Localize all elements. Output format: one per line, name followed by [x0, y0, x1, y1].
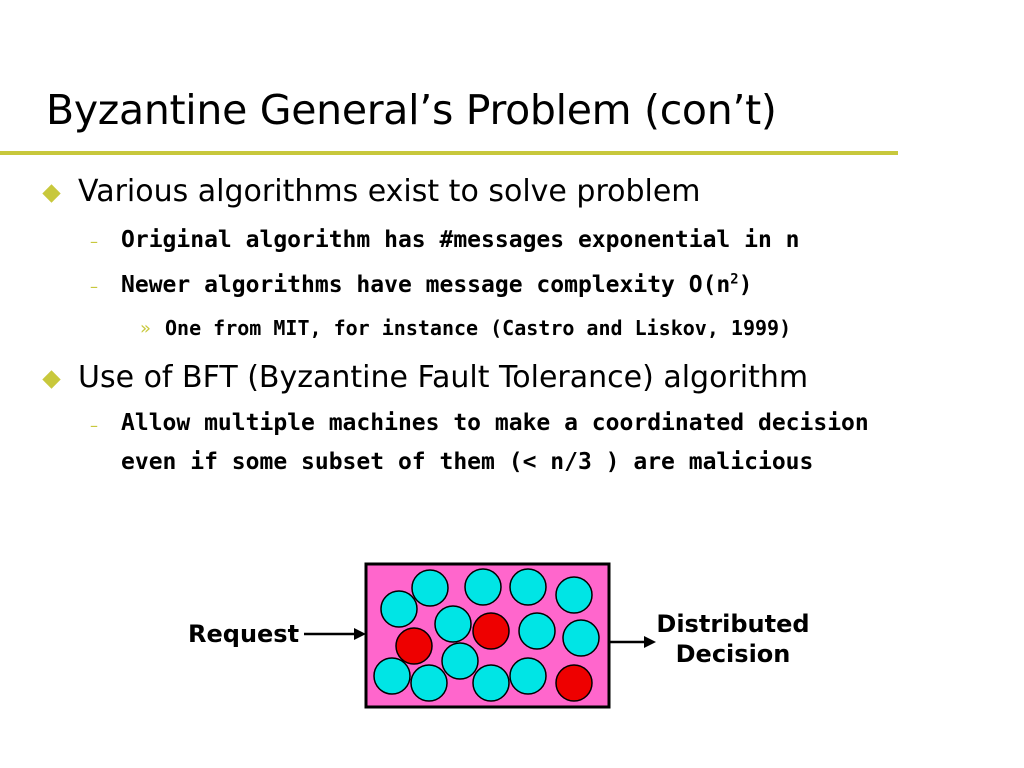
good-node	[556, 577, 592, 613]
dash-icon: –	[90, 416, 98, 435]
good-node	[374, 658, 410, 694]
good-node	[381, 591, 417, 627]
sub-sub-bullet-1-2-1: One from MIT, for instance (Castro and Liskov, 1999)	[165, 316, 792, 340]
decision-label-line2: Decision	[675, 640, 791, 668]
good-node	[435, 606, 471, 642]
sub-bullet-2-1-line2: even if some subset of them (< n/3 ) are malicious	[121, 449, 814, 475]
dash-icon: –	[90, 277, 98, 296]
decision-label-line1: Distributed	[656, 610, 810, 638]
dash-icon: –	[90, 232, 98, 251]
good-node	[473, 665, 509, 701]
good-node	[442, 643, 478, 679]
request-label: Request	[188, 620, 300, 648]
malicious-node	[556, 665, 592, 701]
malicious-node	[396, 628, 432, 664]
good-node	[519, 613, 555, 649]
sub-bullet-1-1: Original algorithm has #messages exponential in n	[121, 227, 800, 253]
raquo-icon: »	[140, 318, 152, 339]
decision-label	[648, 609, 818, 669]
sub-bullet-1-2-text: Newer algorithms have message complexity O(n	[121, 272, 731, 298]
good-node	[411, 665, 447, 701]
good-node	[412, 570, 448, 606]
bullet-2: Use of BFT (Byzantine Fault Tolerance) algorithm	[78, 360, 809, 395]
superscript: 2	[730, 271, 739, 288]
sub-bullet-1-2-close: )	[738, 272, 753, 298]
good-node	[563, 620, 599, 656]
good-node	[465, 569, 501, 605]
good-node	[510, 658, 546, 694]
malicious-node	[473, 613, 509, 649]
slide-title: Byzantine General’s Problem (con’t)	[46, 86, 777, 134]
request-arrowhead	[354, 628, 366, 640]
good-node	[510, 569, 546, 605]
sub-bullet-2-1-line1: Allow multiple machines to make a coordinated decision	[121, 410, 869, 436]
bullet-1: Various algorithms exist to solve problem	[78, 174, 701, 209]
